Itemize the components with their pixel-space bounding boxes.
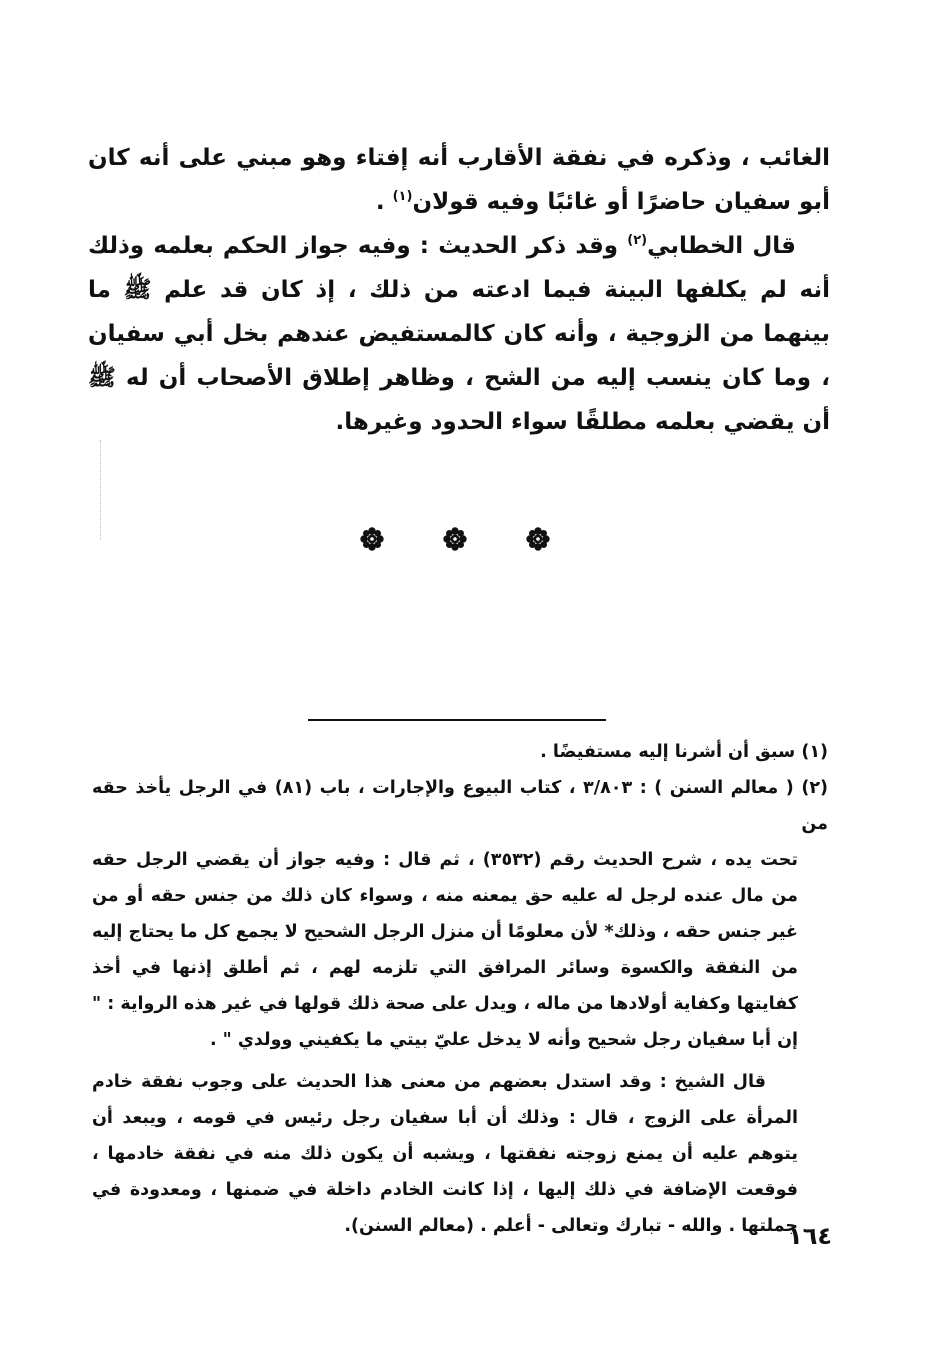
footnote-2 — [92, 770, 828, 1244]
flower-ornament-icon — [526, 527, 550, 551]
footnote-2-continuation: تحت يده ، شرح الحديث رقم (٣٥٣٢) ، ثم قال : وفيه جواز أن يقضي الرجل حقه من مال عنده لرجل له عليه حق يمعنه منه ، وسواء كان ذلك من جنس حقه أو من غير جنس حقه ، وذلك* لأن معلومًا أن منزل الرجل الشحيح لا يجمع كل ما يحتاج إليه من النفقة والكسوة وسائر المرافق التي تلزمه لهم ، ثم أطلق إذنها في أخذ كفايتها وكفاية أولادها من ماله ، ويدل على صحة ذلك قولها في غير هذه الرواية : " إن أبا سفيان رجل شحيح وأنه لا يدخل عليّ بيتي ما يكفيني وولدي " . — [92, 850, 798, 1050]
section-ornaments — [360, 524, 550, 554]
footnote-separator — [308, 719, 606, 721]
page-number: ١٦٤ — [788, 1222, 832, 1250]
footnote-1 — [92, 734, 828, 770]
footnote-ref-2[interactable]: (٢) — [627, 233, 648, 248]
footnote-1-marker: (١) — [801, 742, 828, 762]
flower-ornament-icon — [360, 527, 384, 551]
flower-ornament-icon — [443, 527, 467, 551]
footnotes — [92, 734, 828, 1244]
footnote-2-first-line — [92, 770, 828, 842]
main-text — [88, 136, 830, 444]
footnote-1-text: سبق أن أشرنا إليه مستفيضًا . — [540, 742, 796, 762]
paragraph-1 — [88, 136, 830, 224]
paragraph-2 — [88, 224, 830, 444]
paragraph-1-text: الغائب ، وذكره في نفقة الأقارب أنه إفتاء وهو مبني على أنه كان أبو سفيان حاضرًا أو غائبًا وفيه قولان — [88, 145, 830, 215]
footnote-ref-1[interactable]: (١) — [392, 189, 413, 204]
footnote-1-line — [92, 734, 828, 770]
paragraph-2-text: وقد ذكر الحديث : وفيه جواز الحكم بعلمه وذلك أنه لم يكلفها البينة فيما ادعته من ذلك ، إذ كان قد علم ﷺ ما بينهما من الزوجية ، وأنه كان كالمستفيض عندهم بخل أبي سفيان ، وما كان ينسب إليه من الشح ، وظاهر إطلاق الأصحاب أن له ﷺ أن يقضي بعلمه مطلقًا سواء الحدود وغيرها. — [88, 233, 830, 435]
footnote-2-first: ( معالم السنن ) : ٣/٨٠٣ ، كتاب البيوع والإجارات ، باب (٨١) في الرجل يأخذ حقه من — [92, 778, 828, 834]
paragraph-2-lead: قال الخطابي — [647, 233, 796, 259]
paragraph-1-end: . — [375, 189, 393, 215]
footnote-2-marker: (٢) — [801, 778, 829, 798]
scan-margin-mark — [100, 440, 105, 540]
footnote-2-paragraph-2: قال الشيخ : وقد استدل بعضهم من معنى هذا الحديث على وجوب نفقة خادم المرأة على الزوج ، قال : وذلك أن أبا سفيان رجل رئيس في قومه ، ويبعد أن يتوهم عليه أن يمنع زوجته نفقتها ، ويشبه أن يكون ذلك منه في نفقة خادمها ، فوقعت الإضافة في ذلك إليها ، إذا كانت الخادم داخلة في ضمنها ، ومعدودة في جملتها . والله - تبارك وتعالى - أعلم . (معالم السنن). — [92, 1072, 798, 1236]
